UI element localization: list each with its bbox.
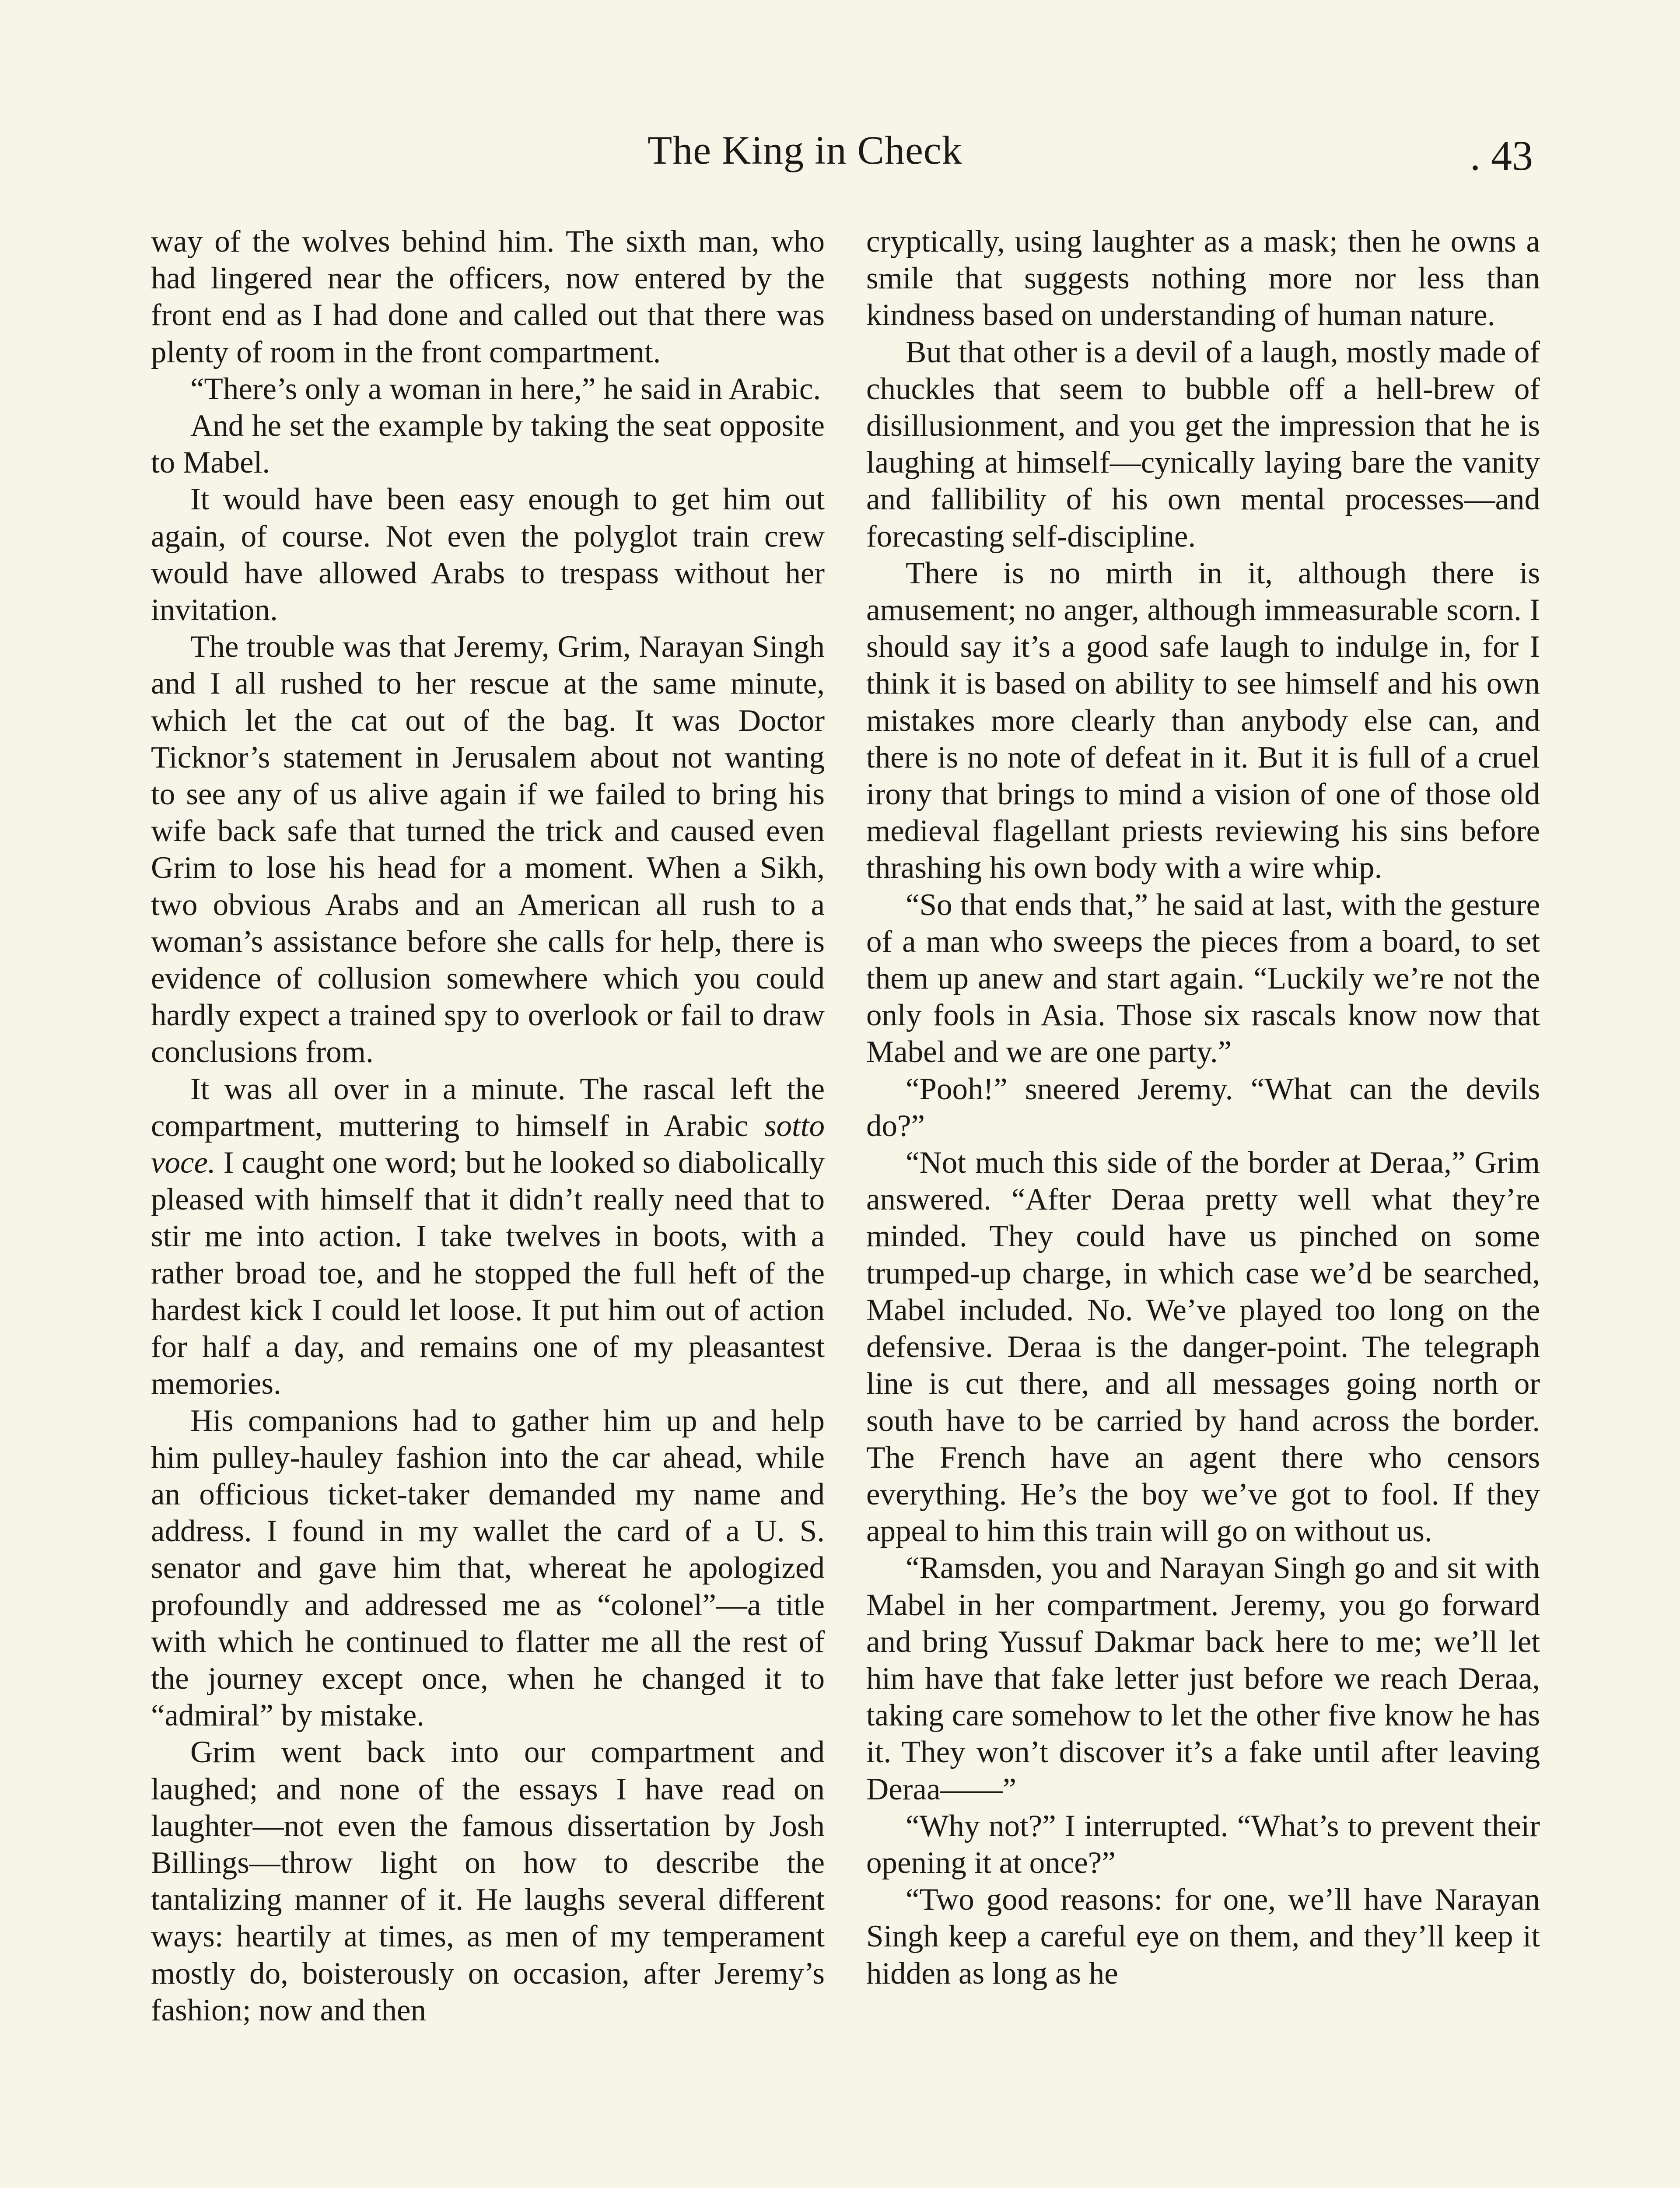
left-text-column	[151, 223, 825, 2029]
paragraph	[151, 1071, 825, 1403]
paragraph: The trouble was that Jeremy, Grim, Narayan Singh and I all rushed to her rescue at the same minute, which let the cat out of the bag. It was Doctor Ticknor’s statement in Jerusalem about not wanting to see any of us alive again if we failed to bring his wife back safe that turned the trick and caused even Grim to lose his head for a moment. When a Sikh, two obvious Arabs and an American all rush to a woman’s assistance before she calls for help, there is evidence of collusion somewhere which you could hardly expect a trained spy to overlook or fail to draw conclusions from.	[151, 630, 825, 1069]
paragraph: But that other is a devil of a laugh, mostly made of chuckles that seem to bubble off a hell-brew of disillusionment, and you get the impression that he is laughing at himself—cynically laying bare the vanity and fallibility of his own mental processes—and forecasting self-discipline.	[866, 335, 1540, 554]
paragraph: “Ramsden, you and Narayan Singh go and sit with Mabel in her compartment. Jeremy, you go forward and bring Yussuf Dakmar back here to me; we’ll let him have that fake letter just before we reach Deraa, taking care somehow to let the other five know he has it. They won’t discover it’s a fake until after leaving Deraa——”	[866, 1551, 1540, 1806]
paragraph: There is no mirth in it, although there is amusement; no anger, although immeasurable scorn. I should say it’s a good safe laugh to indulge in, for I think it is based on ability to see himself and his own mistakes more clearly than anybody else can, and there is no note of defeat in it. But it is full of a cruel irony that brings to mind a vision of one of those old medieval flagellant priests reviewing his sins before thrashing his own body with a wire whip.	[866, 556, 1540, 885]
paragraph: “Two good reasons: for one, we’ll have Narayan Singh keep a careful eye on them, and they’ll keep it hidden as long as he	[866, 1883, 1540, 1991]
running-header-title: The King in Check	[648, 128, 962, 172]
italic-phrase: sotto voce.	[151, 1108, 825, 1180]
paragraph: way of the wolves behind him. The sixth man, who had lingered near the officers, now entered by the front end as I had done and called out that there was plenty of room in the front compartment.	[151, 224, 825, 369]
right-text-column	[866, 223, 1540, 1992]
paragraph-text: It was all over in a minute. The rascal left the compartment, muttering to himself in Arabic	[151, 1072, 825, 1143]
paragraph: “Why not?” I interrupted. “What’s to prevent their opening it at once?”	[866, 1809, 1540, 1880]
paragraph-text: I caught one word; but he looked so diabolically pleased with himself that it didn’t really need that to stir me into action. I take twelves in boots, with a rather broad toe, and he stopped the full heft of the hardest kick I could let loose. It put him out of action for half a day, and remains one of my pleasantest memories.	[151, 1146, 825, 1401]
paragraph: “Not much this side of the border at Deraa,” Grim answered. “After Deraa pretty well what they’re minded. They could have us pinched on some trumped-up charge, in which case we’d be searched, Mabel included. No. We’ve played too long on the defensive. Deraa is the danger-point. The telegraph line is cut there, and all messages going north or south have to be carried by hand across the border. The French have an agent there who censors everything. He’s the boy we’ve got to fool. If they appeal to him this train will go on without us.	[866, 1146, 1540, 1549]
page-number: . 43	[1470, 132, 1533, 179]
paragraph: Grim went back into our compartment and laughed; and none of the essays I have read on laughter—not even the famous dissertation by Josh Billings—throw light on how to describe the tantalizing manner of it. He laughs several different ways: heartily at times, as men of my temperament mostly do, boisterously on occasion, after Jeremy’s fashion; now and then	[151, 1735, 825, 2027]
paragraph: “Pooh!” sneered Jeremy. “What can the devils do?”	[866, 1072, 1540, 1143]
paragraph: It would have been easy enough to get him out again, of course. Not even the polyglot train crew would have allowed Arabs to trespass without her invitation.	[151, 482, 825, 628]
paragraph: “So that ends that,” he said at last, with the gesture of a man who sweeps the pieces from a board, to set them up anew and start again. “Luckily we’re not the only fools in Asia. Those six rascals know now that Mabel and we are one party.”	[866, 887, 1540, 1069]
paragraph: And he set the example by taking the seat opposite to Mabel.	[151, 409, 825, 480]
paragraph: cryptically, using laughter as a mask; then he owns a smile that suggests nothing more nor less than kindness based on understanding of human nature.	[866, 224, 1540, 333]
paragraph: His companions had to gather him up and help him pulley-hauley fashion into the car ahead, while an officious ticket-taker demanded my name and address. I found in my wallet the card of a U. S. senator and gave him that, whereat he apologized profoundly and addressed me as “colonel”—a title with which he continued to flatter me all the rest of the journey except once, when he changed it to “admiral” by mistake.	[151, 1403, 825, 1733]
paragraph: “There’s only a woman in here,” he said in Arabic.	[190, 372, 821, 406]
